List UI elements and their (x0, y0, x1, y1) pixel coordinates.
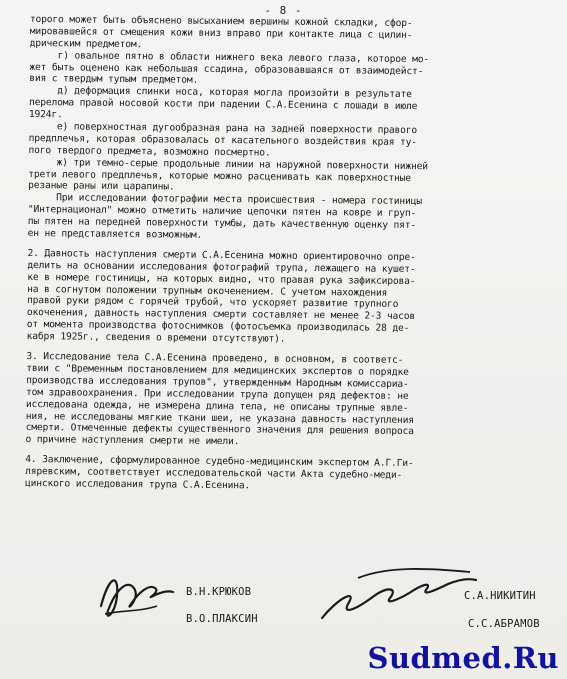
signatory-krukov: В.Н.КРЮКОВ (186, 586, 252, 598)
text-line: мировавшейся от смещения кожи вниз вправо при контакте лица с цилин- (29, 25, 413, 41)
text-line: производства исследования трупов", утвержденным Народным комиссариа- (26, 374, 409, 390)
text-line: При исследовании фотографии места происшествия - номера гостиницы (28, 192, 422, 208)
text-line: г) овальное пятно в области нижнего века левого глаза, которое мо- (29, 49, 430, 65)
signature-nikitin-image (318, 558, 478, 630)
text-line: от момента производства фотоснимков (фотосъемка производилась 28 де- (26, 319, 410, 335)
text-line: вия с твердым тупым предметом. (29, 73, 199, 87)
text-line: цинского исследования трупа С.А.Есенина. (25, 477, 251, 492)
signatory-abramov: С.С.АБРАМОВ (468, 618, 540, 630)
text-line: 4. Заключение, сформулированное судебно-медицинским экспертом А.Г.Ги- (25, 454, 414, 470)
text-line: трети левого предплечья, которые можно расценивать как поверхностные (28, 168, 411, 184)
text-line: ния, не исследованы мягкие ткани шеи, не указана давность наступления (25, 410, 415, 426)
text-line: делить на основании исследования фотографий трупа, лежащего на кушет- (27, 259, 416, 275)
signatory-nikitin: С.А.НИКИТИН (464, 590, 536, 602)
text-line: исследована одежда, не измерена длина тела, не описаны трупные явле- (25, 398, 409, 414)
signature-krukov-image (95, 566, 175, 628)
text-line: 1924г. (28, 109, 63, 121)
signatory-plaksin: В.О.ПЛАКСИН (186, 613, 258, 625)
site-watermark: Sudmed.Ru (367, 641, 559, 675)
text-line: ляревским, соответствует исследовательской части Акта судебно-меди- (25, 466, 403, 481)
text-line: том здравоохранения. При исследовании трупа допущен ряд дефектов: не (25, 386, 409, 402)
text-line: ке в номере гостиницы, на которых видно, что правая рука зафиксирова- (27, 271, 416, 287)
text-line: резаные раны или царапины. (28, 180, 175, 193)
text-line: е) поверхностная дугообразная рана на задней поверхности правого (28, 121, 418, 137)
text-line: предплечья, которая образовалась от касательного воздействия края ту- (28, 132, 417, 148)
text-line: 3. Исследование тела С.А.Есенина проведено, в основном, в соответс- (26, 351, 404, 366)
text-line: д) деформация спинки носа, которая могла произойти в результате (29, 85, 412, 101)
text-line: жет быть оценено как небольшая ссадина, образовавшаяся от взаимодейст- (29, 61, 424, 77)
text-line: смерти. Отмеченные дефекты существенного значения для решения вопроса (25, 422, 414, 438)
text-line: торого может быть объяснено высыханием вершины кожной складки, сфор- (29, 14, 413, 30)
body-text (25, 14, 550, 495)
text-line: 2. Давность наступления смерти С.А.Есенина можно ориентировочно опре- (27, 247, 416, 263)
text-line: на в согнутом положении трупным окоченением. С учетом нахождения (27, 283, 388, 299)
text-line: пого твердого предмета, возможно посмертно. (28, 144, 271, 159)
text-line: кабря 1925г., сведения о времени отсутствуют). (26, 331, 286, 345)
text-line: перелома правой носовой кости при падении С.А.Есенина с лошади в июле (29, 97, 418, 113)
text-line: дрическим предметом. (29, 37, 143, 50)
text-line: правой руки рядом с горячей трубой, что ускоряет развитие трупного (26, 295, 399, 311)
text-line: о причине наступления смерти не имели. (25, 434, 240, 448)
text-line: окоченения, давность наступления смерти составляет не менее 2-3 часов (26, 307, 416, 323)
text-line: ен не представляется возможным. (27, 228, 203, 241)
page-number: - 8 - (264, 4, 303, 17)
text-line: ж) три темно-серые продольные линии на наружной поверхности нижней (28, 156, 428, 172)
text-line: "Интернационал" можно отметить наличие цепочки пятен на ковре и груп- (27, 204, 417, 220)
text-line: твии с "Временным постановлением для медицинских экспертов о порядке (26, 362, 409, 378)
text-line: пы пятен на передней поверхности тумбы, дать качественную оценку пят- (27, 216, 417, 232)
